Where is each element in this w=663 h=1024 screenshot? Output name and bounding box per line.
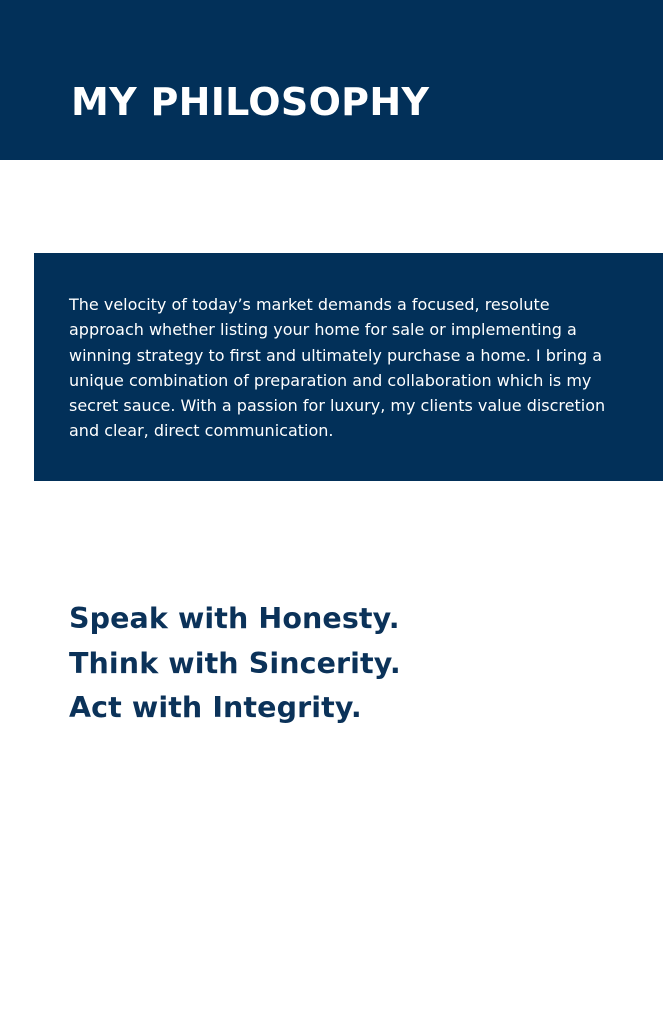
motto-sincerity: Think with Sincerity. — [69, 646, 401, 680]
philosophy-box — [34, 253, 663, 481]
page-title: MY PHILOSOPHY — [71, 80, 430, 124]
philosophy-paragraph: The velocity of today’s market demands a focused, resolute approach whether listing your home for sale or implementing a winning strategy to first and ultimately purchase a home. I bring a unique combination of preparation and collaboration which is my secret sauce. With a passion for luxury, my clients value discretion and clear, direct communication. — [69, 295, 606, 441]
header-band — [0, 0, 663, 160]
motto-list — [69, 597, 401, 731]
motto-integrity: Act with Integrity. — [69, 691, 362, 724]
motto-honesty: Speak with Honesty. — [69, 602, 400, 635]
